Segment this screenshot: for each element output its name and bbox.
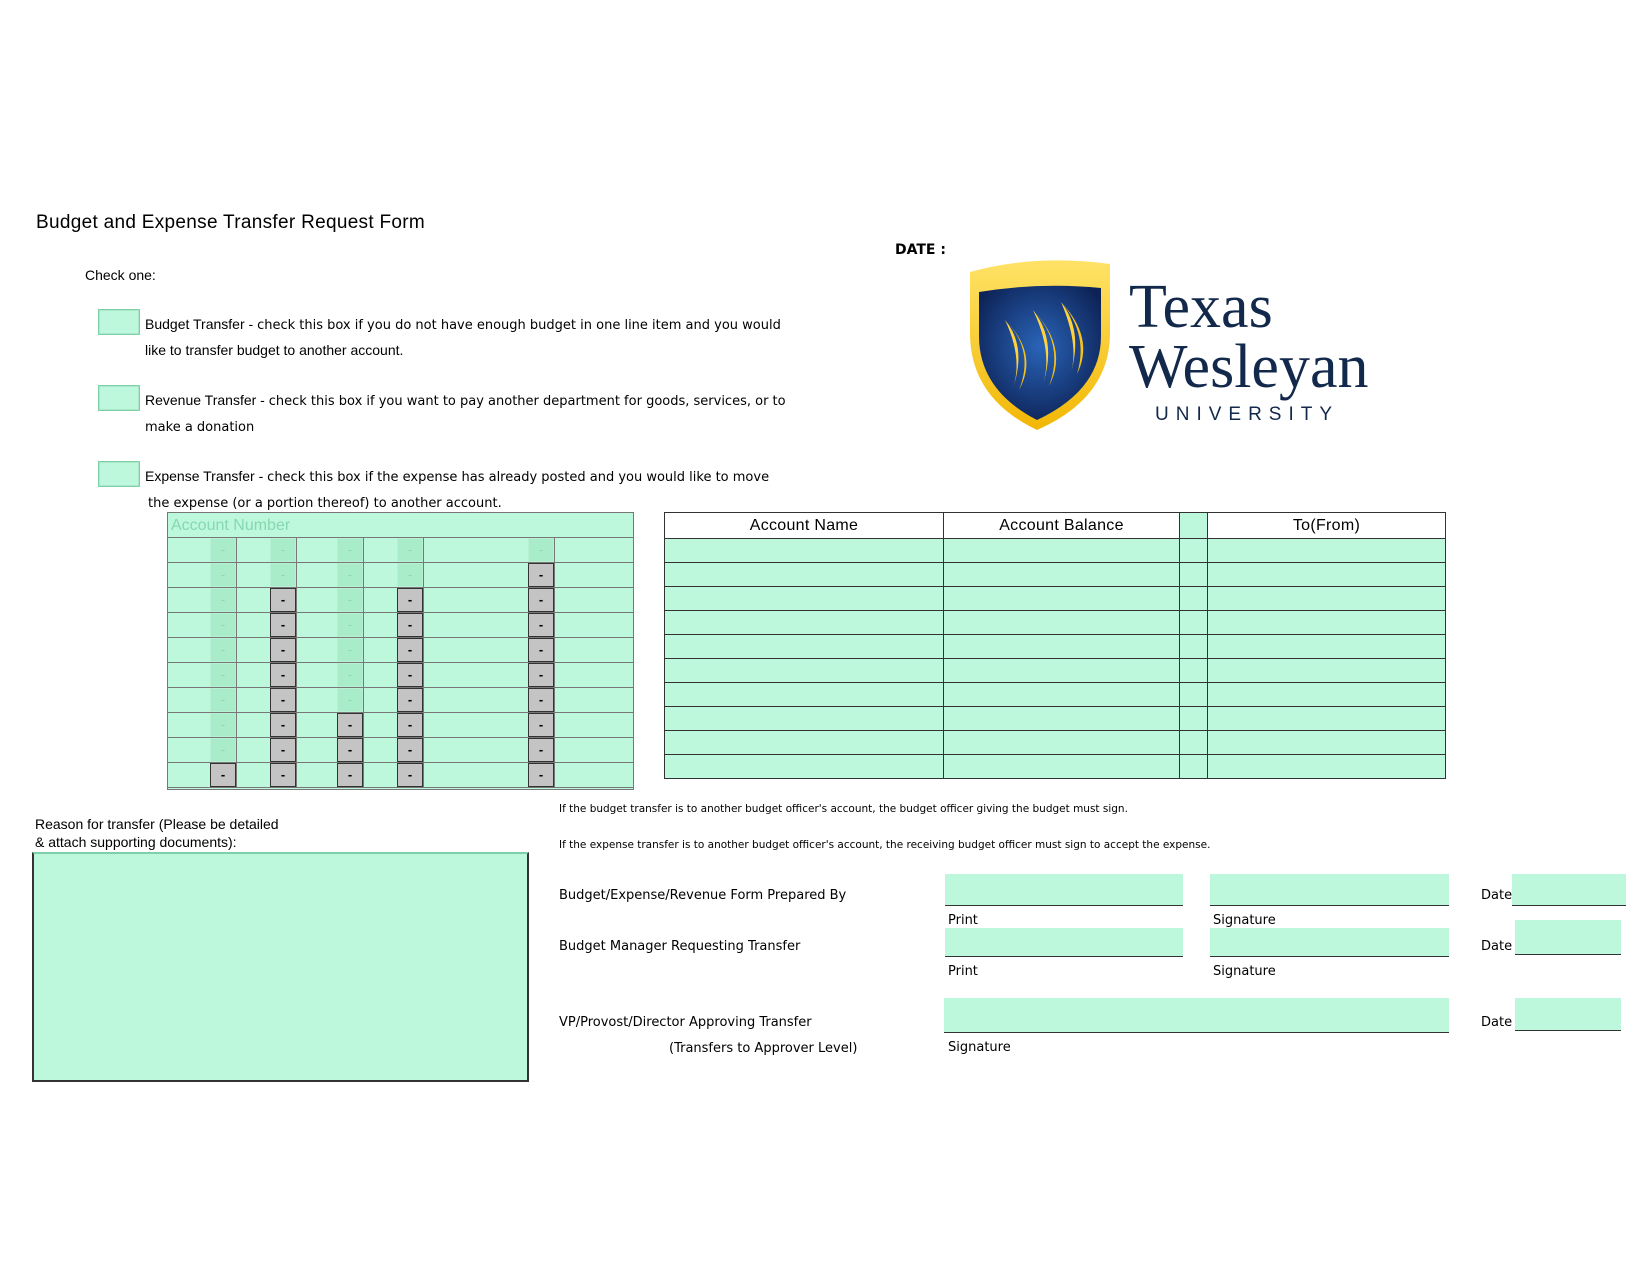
account-number-dash: -: [528, 588, 554, 612]
account-number-dash: -: [337, 713, 363, 737]
approver-sublabel: (Transfers to Approver Level): [669, 1041, 858, 1056]
account-name-cell[interactable]: [665, 683, 944, 707]
manager-print-field[interactable]: [945, 928, 1183, 957]
account-balance-cell[interactable]: [944, 539, 1180, 563]
account-number-dash: -: [270, 688, 296, 712]
budget-transfer-desc: check this box if you do not have enough budget in one line item and you would: [257, 318, 781, 333]
account-name-header: Account Name: [665, 513, 944, 539]
grid-column-divider: [554, 538, 555, 788]
blank-cell[interactable]: [1180, 635, 1208, 659]
account-number-dash: -: [210, 663, 236, 687]
account-balance-cell[interactable]: [944, 587, 1180, 611]
revenue-transfer-option: [145, 387, 786, 415]
grid-column-divider: [423, 538, 424, 788]
account-number-dash: -: [397, 538, 423, 562]
approver-signature-field[interactable]: [944, 998, 1449, 1033]
account-number-dash: -: [337, 763, 363, 787]
account-name-cell[interactable]: [665, 563, 944, 587]
to-from-cell[interactable]: [1208, 755, 1446, 779]
logo-wesleyan: Wesleyan: [1129, 333, 1369, 401]
account-number-dash: -: [270, 663, 296, 687]
blank-cell[interactable]: [1180, 731, 1208, 755]
account-number-dash: -: [397, 663, 423, 687]
account-number-dash: -: [210, 588, 236, 612]
account-number-dash: -: [210, 763, 236, 787]
account-number-dash: -: [270, 738, 296, 762]
account-balance-cell[interactable]: [944, 755, 1180, 779]
table-row: [665, 659, 1446, 683]
expense-transfer-lead: Expense Transfer -: [145, 468, 268, 484]
expense-sign-note: If the expense transfer is to another budget officer's account, the receiving budget officer must sign to accept the expense.: [559, 839, 1211, 851]
account-balance-cell[interactable]: [944, 683, 1180, 707]
to-from-cell[interactable]: [1208, 587, 1446, 611]
account-balance-cell[interactable]: [944, 635, 1180, 659]
revenue-transfer-line2: make a donation: [145, 420, 255, 435]
to-from-cell[interactable]: [1208, 659, 1446, 683]
expense-transfer-checkbox[interactable]: [98, 461, 140, 487]
to-from-cell[interactable]: [1208, 635, 1446, 659]
account-number-dash: -: [210, 563, 236, 587]
grid-column-divider: [236, 538, 237, 788]
account-number-dash: -: [337, 563, 363, 587]
account-number-dash: -: [337, 538, 363, 562]
logo-texas: Texas: [1129, 273, 1273, 341]
account-name-cell[interactable]: [665, 707, 944, 731]
reason-label: [35, 815, 279, 851]
grid-column-divider: [363, 538, 364, 788]
to-from-cell[interactable]: [1208, 707, 1446, 731]
to-from-cell[interactable]: [1208, 539, 1446, 563]
table-row: [665, 587, 1446, 611]
table-row: [665, 683, 1446, 707]
manager-label: Budget Manager Requesting Transfer: [559, 939, 801, 954]
manager-date-label: Date: [1481, 939, 1513, 954]
account-balance-cell[interactable]: [944, 707, 1180, 731]
account-number-dash: -: [528, 738, 554, 762]
university-logo: [965, 258, 1375, 433]
account-number-dash: -: [210, 638, 236, 662]
to-from-cell[interactable]: [1208, 683, 1446, 707]
table-row: [665, 635, 1446, 659]
account-number-dash: -: [210, 738, 236, 762]
expense-transfer-desc: check this box if the expense has already posted and you would like to move: [267, 470, 770, 485]
account-number-dash: -: [528, 538, 554, 562]
date-label: DATE :: [895, 242, 946, 258]
account-number-dash: -: [210, 713, 236, 737]
to-from-cell[interactable]: [1208, 563, 1446, 587]
account-number-grid: [167, 512, 634, 790]
account-number-dash: -: [337, 688, 363, 712]
account-balance-cell[interactable]: [944, 563, 1180, 587]
table-row: [665, 563, 1446, 587]
account-name-cell[interactable]: [665, 635, 944, 659]
prepared-by-signature-field[interactable]: [1210, 874, 1449, 906]
account-name-cell[interactable]: [665, 659, 944, 683]
account-number-dash: -: [397, 738, 423, 762]
grid-row-divider: [168, 787, 633, 788]
budget-sign-note: If the budget transfer is to another budget officer's account, the budget officer giving the budget must sign.: [559, 803, 1128, 815]
account-number-dash: -: [397, 713, 423, 737]
account-number-dash: -: [270, 763, 296, 787]
account-number-header: Account Number: [168, 513, 633, 538]
account-number-dash: -: [337, 663, 363, 687]
account-number-dash: -: [270, 613, 296, 637]
expense-transfer-line2: the expense (or a portion thereof) to another account.: [148, 496, 502, 511]
to-from-cell[interactable]: [1208, 611, 1446, 635]
logo-university: UNIVERSITY: [1155, 404, 1340, 425]
account-number-dash: -: [528, 763, 554, 787]
blank-cell[interactable]: [1180, 707, 1208, 731]
account-table: [664, 512, 1446, 779]
blank-cell[interactable]: [1180, 683, 1208, 707]
account-name-cell[interactable]: [665, 755, 944, 779]
to-from-cell[interactable]: [1208, 731, 1446, 755]
account-balance-cell[interactable]: [944, 731, 1180, 755]
revenue-transfer-checkbox[interactable]: [98, 385, 140, 411]
reason-textarea[interactable]: [32, 852, 529, 1082]
account-number-dash: -: [270, 638, 296, 662]
approver-label: VP/Provost/Director Approving Transfer: [559, 1015, 812, 1030]
revenue-transfer-lead: Revenue Transfer -: [145, 392, 269, 408]
account-number-dash: -: [337, 613, 363, 637]
blank-header: [1180, 513, 1208, 539]
blank-cell[interactable]: [1180, 611, 1208, 635]
to-from-header: To(From): [1208, 513, 1446, 539]
budget-transfer-lead: Budget Transfer -: [145, 316, 258, 332]
manager-date-field[interactable]: [1515, 920, 1621, 955]
blank-cell[interactable]: [1180, 587, 1208, 611]
account-name-cell[interactable]: [665, 611, 944, 635]
revenue-transfer-desc: check this box if you want to pay another department for goods, services, or to: [268, 394, 786, 409]
check-one-label: Check one:: [85, 267, 156, 283]
table-row: [665, 539, 1446, 563]
prepared-by-signature-caption: Signature: [1213, 913, 1276, 928]
account-balance-cell[interactable]: [944, 659, 1180, 683]
account-balance-header: Account Balance: [944, 513, 1180, 539]
budget-transfer-line2: like to transfer budget to another account.: [145, 342, 404, 358]
account-name-cell[interactable]: [665, 539, 944, 563]
prepared-by-date-label: Date: [1481, 888, 1513, 903]
account-number-dash: -: [528, 688, 554, 712]
blank-cell[interactable]: [1180, 659, 1208, 683]
budget-transfer-option: [145, 311, 781, 339]
account-number-dash: -: [397, 588, 423, 612]
account-number-dash: -: [528, 613, 554, 637]
approver-date-field[interactable]: [1515, 998, 1621, 1031]
blank-cell[interactable]: [1180, 563, 1208, 587]
account-number-dash: -: [528, 638, 554, 662]
account-number-dash: -: [397, 688, 423, 712]
budget-transfer-checkbox[interactable]: [98, 309, 140, 335]
account-number-dash: -: [528, 563, 554, 587]
prepared-by-label: Budget/Expense/Revenue Form Prepared By: [559, 888, 847, 903]
account-number-dash: -: [397, 563, 423, 587]
manager-print-caption: Print: [948, 964, 978, 979]
account-number-dash: -: [210, 538, 236, 562]
table-row: [665, 731, 1446, 755]
account-name-cell[interactable]: [665, 587, 944, 611]
account-number-dash: -: [270, 538, 296, 562]
account-number-dash: -: [397, 638, 423, 662]
prepared-by-date-field[interactable]: [1512, 874, 1626, 906]
account-number-dash: -: [210, 613, 236, 637]
table-row: [665, 611, 1446, 635]
account-number-dash: -: [270, 588, 296, 612]
approver-signature-caption: Signature: [948, 1040, 1011, 1055]
account-number-dash: -: [270, 563, 296, 587]
account-number-dash: -: [397, 613, 423, 637]
account-number-dash: -: [337, 588, 363, 612]
account-balance-cell[interactable]: [944, 611, 1180, 635]
reason-label-line2: & attach supporting documents):: [35, 834, 237, 850]
blank-cell[interactable]: [1180, 755, 1208, 779]
shield-icon: [965, 258, 1115, 433]
prepared-by-print-field[interactable]: [945, 874, 1183, 906]
manager-signature-field[interactable]: [1210, 928, 1449, 957]
prepared-by-print-caption: Print: [948, 913, 978, 928]
account-number-dash: -: [210, 688, 236, 712]
expense-transfer-option: [145, 463, 769, 491]
grid-column-divider: [296, 538, 297, 788]
blank-cell[interactable]: [1180, 539, 1208, 563]
approver-date-label: Date: [1481, 1015, 1513, 1030]
account-number-dash: -: [337, 738, 363, 762]
form-title: Budget and Expense Transfer Request Form: [36, 212, 426, 233]
reason-label-line1: Reason for transfer (Please be detailed: [35, 816, 279, 832]
account-number-dash: -: [270, 713, 296, 737]
table-row: [665, 707, 1446, 731]
manager-signature-caption: Signature: [1213, 964, 1276, 979]
account-number-dash: -: [528, 713, 554, 737]
account-number-dash: -: [397, 763, 423, 787]
account-number-dash: -: [528, 663, 554, 687]
account-number-dash: -: [337, 638, 363, 662]
account-name-cell[interactable]: [665, 731, 944, 755]
table-row: [665, 755, 1446, 779]
